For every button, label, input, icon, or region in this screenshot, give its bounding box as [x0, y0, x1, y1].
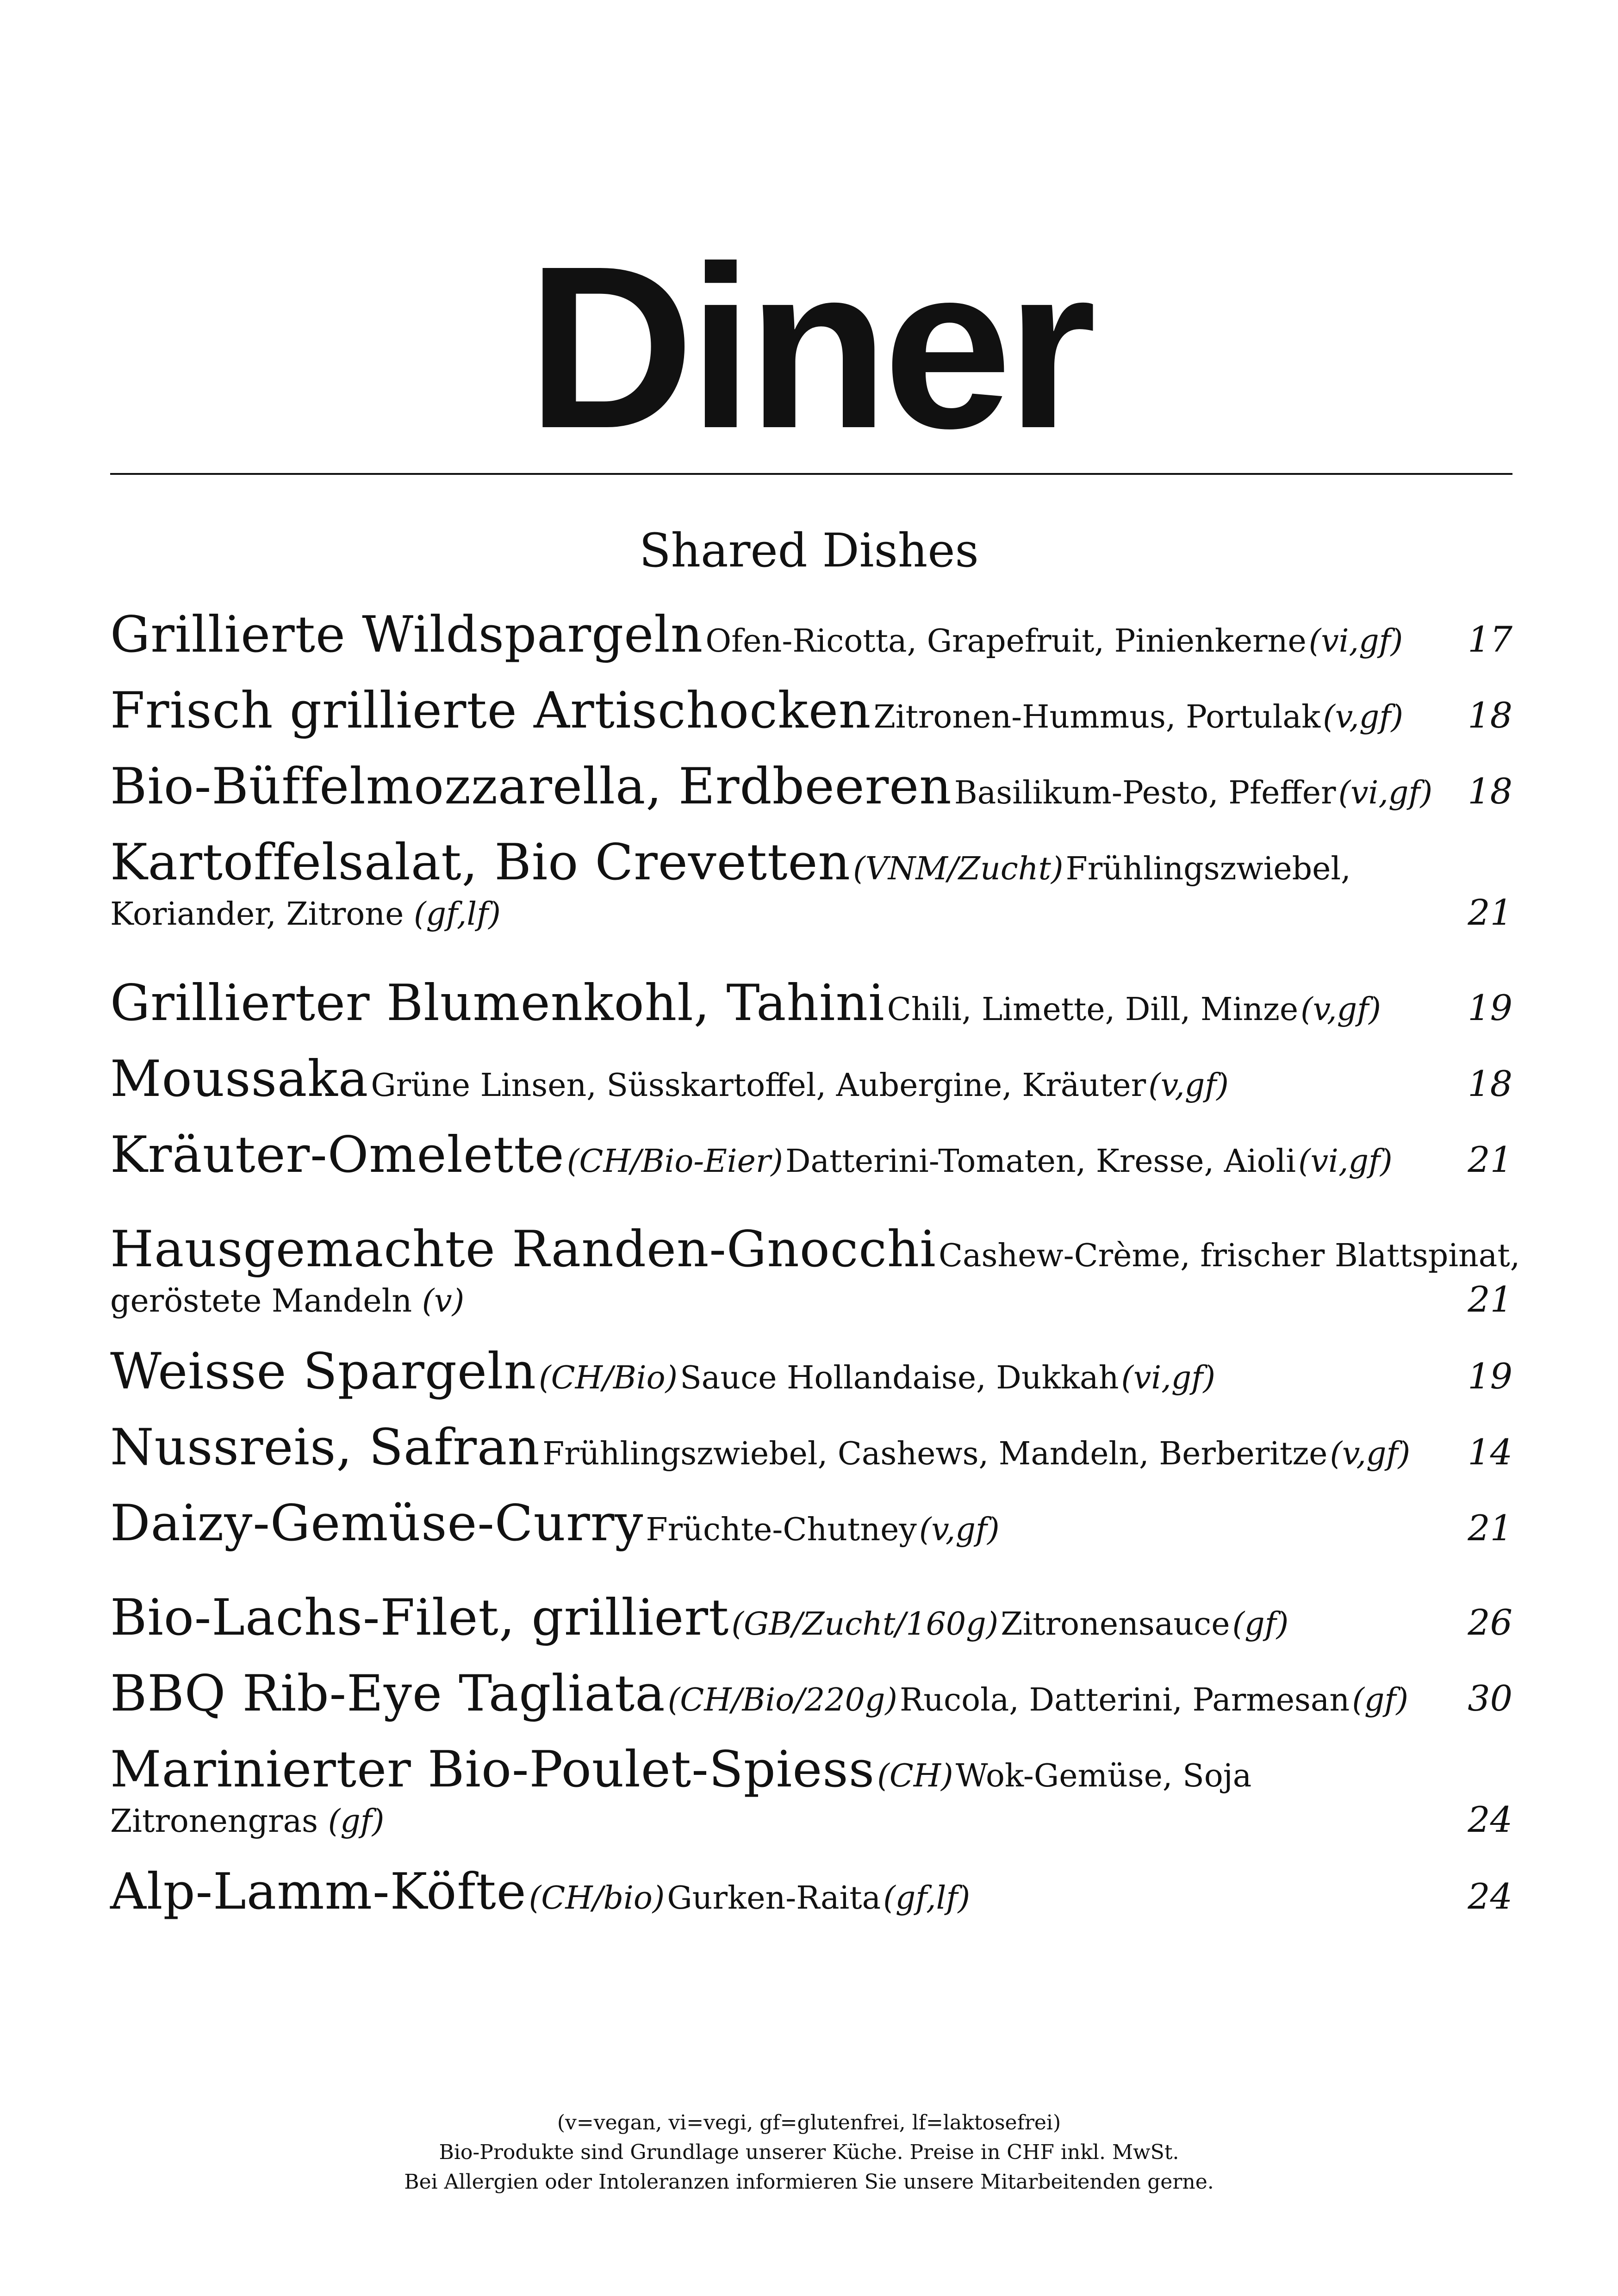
- dish-tags: (v,gf): [1148, 1067, 1229, 1104]
- dish-ingredients-continued: Zitronengras: [110, 1803, 318, 1840]
- dish-tags: (vi,gf): [1121, 1360, 1216, 1396]
- menu-item: [110, 1220, 1520, 1325]
- menu-item: [110, 1741, 1512, 1845]
- dish-ingredients: Datterini-Tomaten, Kresse, Aioli: [785, 1143, 1296, 1180]
- dish-origin: (CH/Bio/220g): [667, 1682, 897, 1718]
- dish-name: BBQ Rib-Eye Tagliata: [110, 1665, 666, 1723]
- dish-tags: (gf,lf): [413, 896, 501, 933]
- dish-origin: (CH/bio): [529, 1880, 665, 1916]
- allergy-note: Bei Allergien oder Intoleranzen informieren Sie unsere Mitarbeitenden gerne.: [404, 2170, 1214, 2194]
- price-note: Bio-Produkte sind Grundlage unserer Küche. Preise in CHF inkl. MwSt.: [439, 2140, 1179, 2164]
- dish-tags: (v,gf): [919, 1512, 1000, 1548]
- menu-item: [110, 758, 1512, 815]
- dish-tags: (gf,lf): [883, 1880, 971, 1916]
- dish-name: Weisse Spargeln: [110, 1343, 537, 1400]
- dish-price: 21: [1468, 1279, 1512, 1320]
- dish-ingredients: Frühlingszwiebel, Cashews, Mandeln, Berberitze: [542, 1436, 1328, 1472]
- menu-items: [110, 606, 1520, 1939]
- dish-tags: (gf): [1232, 1606, 1289, 1643]
- menu-item: [110, 606, 1512, 664]
- dish-name: Hausgemachte Randen-Gnocchi: [110, 1220, 936, 1278]
- dish-origin: (GB/Zucht/160g): [731, 1606, 999, 1643]
- menu-item: [110, 1863, 1512, 1921]
- menu-item: [110, 1343, 1512, 1400]
- dish-ingredients: Wok-Gemüse, Soja: [955, 1758, 1252, 1794]
- dish-price: 17: [1468, 619, 1512, 660]
- dish-price: 18: [1468, 695, 1512, 736]
- dish-ingredients: Gurken-Raita: [667, 1880, 881, 1916]
- dish-price: 26: [1468, 1602, 1512, 1643]
- dish-origin: (VNM/Zucht): [853, 851, 1064, 887]
- menu-item: [110, 682, 1512, 740]
- dish-name: Kräuter-Omelette: [110, 1126, 565, 1184]
- dish-tags: (vi,gf): [1308, 623, 1403, 660]
- dish-name: Nussreis, Safran: [110, 1419, 540, 1476]
- dish-ingredients: Basilikum-Pesto, Pfeffer: [954, 775, 1336, 811]
- dish-tags: (gf): [1352, 1682, 1409, 1718]
- menu-item: [110, 1126, 1512, 1184]
- dish-ingredients: Rucola, Datterini, Parmesan: [900, 1682, 1350, 1718]
- dish-price: 21: [1468, 1139, 1512, 1180]
- dish-price: 18: [1468, 1063, 1512, 1104]
- dish-tags: (gf): [328, 1803, 385, 1840]
- diet-legend: (v=vegan, vi=vegi, gf=glutenfrei, lf=laktosefrei): [557, 2111, 1061, 2134]
- menu-item: [110, 1419, 1512, 1476]
- menu-item: [110, 975, 1512, 1032]
- dish-tags: (v,gf): [1323, 699, 1403, 735]
- dish-tags: (v): [422, 1283, 465, 1319]
- page-title: Diner: [527, 218, 1091, 476]
- dish-name: Alp-Lamm-Köfte: [110, 1863, 527, 1921]
- dish-name: Grillierter Blumenkohl, Tahini: [110, 974, 885, 1032]
- dish-ingredients: Früchte-Chutney: [646, 1512, 917, 1548]
- dish-tags: (vi,gf): [1338, 775, 1433, 811]
- dish-origin: (CH): [877, 1758, 953, 1794]
- dish-name: Grillierte Wildspargeln: [110, 606, 703, 664]
- dish-name: Daizy-Gemüse-Curry: [110, 1494, 644, 1552]
- dish-ingredients: Cashew-Crème, frischer Blattspinat,: [938, 1238, 1520, 1274]
- footer-notes: [0, 2108, 1618, 2197]
- menu-item: [110, 1495, 1512, 1552]
- dish-name: Frisch grillierte Artischocken: [110, 682, 871, 740]
- dish-price: 19: [1468, 1356, 1512, 1397]
- dish-ingredients-continued: geröstete Mandeln: [110, 1283, 412, 1319]
- dish-price: 24: [1468, 1799, 1512, 1840]
- dish-ingredients: Chili, Limette, Dill, Minze: [887, 991, 1299, 1028]
- dish-price: 21: [1468, 1507, 1512, 1549]
- dish-ingredients: Zitronensauce: [1001, 1606, 1230, 1643]
- menu-item: [110, 1665, 1512, 1723]
- dish-price: 19: [1468, 987, 1512, 1028]
- dish-ingredients-continued: Koriander, Zitrone: [110, 896, 404, 933]
- menu-item: [110, 834, 1512, 938]
- dish-name: Bio-Lachs-Filet, grilliert: [110, 1589, 729, 1647]
- dish-price: 14: [1468, 1431, 1512, 1473]
- title-divider: [110, 473, 1512, 475]
- dish-tags: (vi,gf): [1298, 1143, 1393, 1180]
- dish-price: 24: [1468, 1876, 1512, 1917]
- dish-price: 18: [1468, 771, 1512, 812]
- dish-tags: (v,gf): [1330, 1436, 1411, 1472]
- dish-tags: (v,gf): [1301, 991, 1381, 1028]
- dish-name: Bio-Büffelmozzarella, Erdbeeren: [110, 758, 952, 815]
- dish-name: Kartoffelsalat, Bio Crevetten: [110, 834, 851, 891]
- dish-origin: (CH/Bio): [539, 1360, 678, 1396]
- dish-name: Marinierter Bio-Poulet-Spiess: [110, 1741, 875, 1798]
- dish-ingredients: Ofen-Ricotta, Grapefruit, Pinienkerne: [705, 623, 1307, 660]
- dish-origin: (CH/Bio-Eier): [566, 1143, 783, 1180]
- dish-name: Moussaka: [110, 1050, 369, 1108]
- dish-ingredients: Grüne Linsen, Süsskartoffel, Aubergine, Kräuter: [371, 1067, 1146, 1104]
- dish-ingredients: Sauce Hollandaise, Dukkah: [680, 1360, 1119, 1396]
- menu-item: [110, 1589, 1512, 1647]
- section-title: Shared Dishes: [639, 523, 979, 578]
- dish-ingredients: Zitronen-Hummus, Portulak: [873, 699, 1321, 735]
- dish-ingredients: Frühlingszwiebel,: [1065, 851, 1351, 887]
- dish-price: 30: [1468, 1678, 1512, 1719]
- dish-price: 21: [1468, 892, 1512, 933]
- menu-item: [110, 1051, 1512, 1108]
